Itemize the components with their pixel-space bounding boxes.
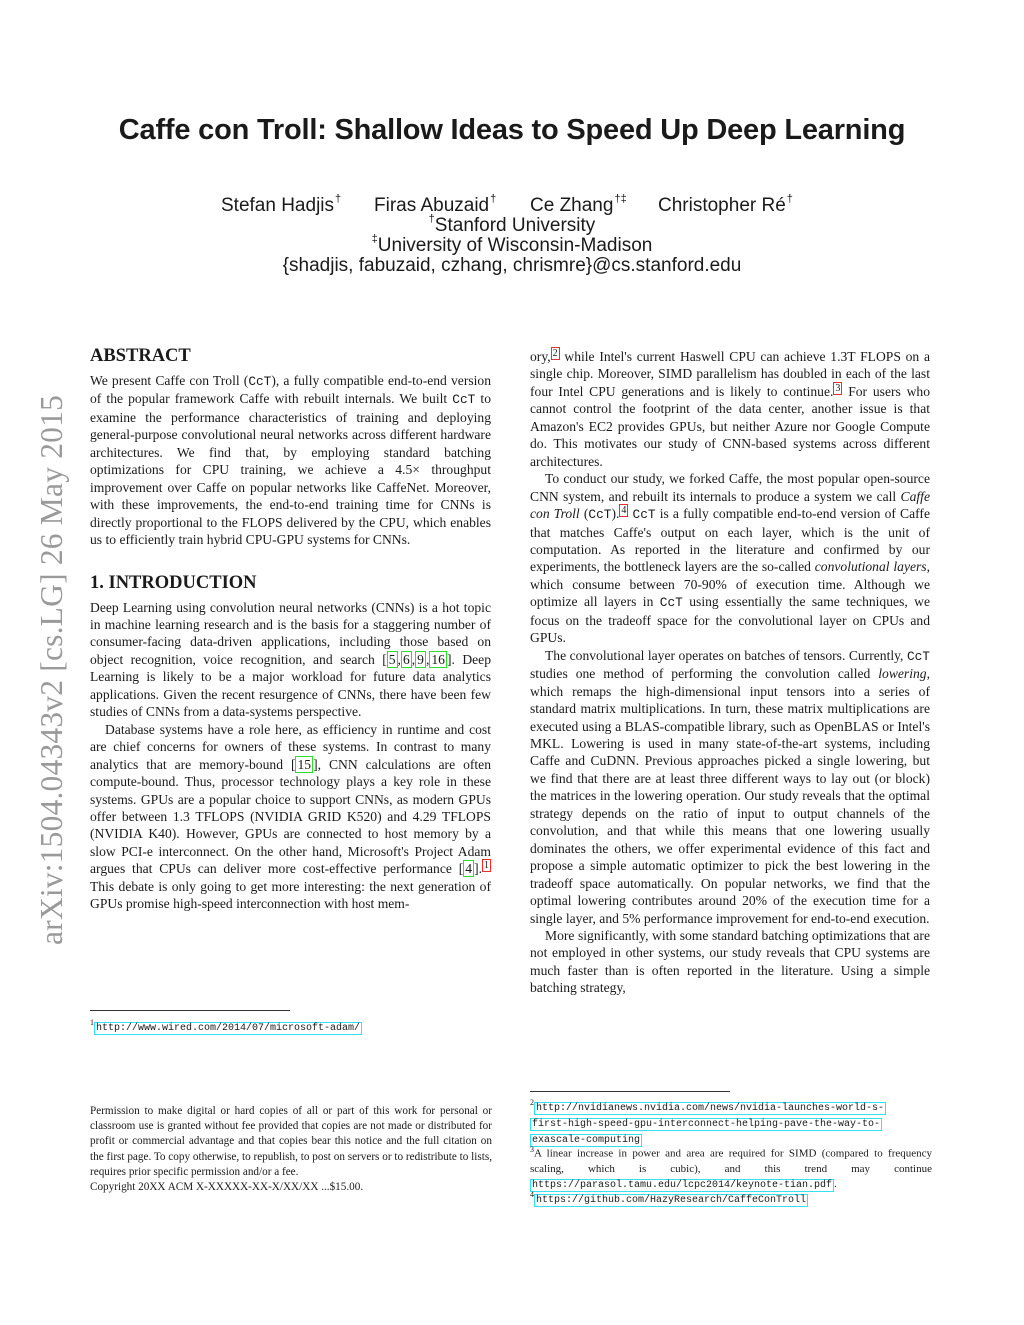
footnote-url[interactable]: http://www.wired.com/2014/07/microsoft-adam/ [96, 1022, 361, 1034]
arxiv-identifier: arXiv:1504.04343v2 [cs.LG] 26 May 2015 [34, 394, 69, 945]
intro-paragraph-5: The convolutional layer operates on batches of tensors. Currently, CcT studies one method of performing the convolution called lowering, which remaps the high-dimensional input tensors into a series of standard matrix multiplications. In turn, these matrix multiplications are executed using a BLAS-compatible library, such as OpenBLAS or Intel's MKL. Lowering is used in many state-of-the-art systems, including Caffe and CuDNN. Previous approaches picked a single lowering, but we find that there are at least three different ways to lay out (or block) the matrices in the lowering operation. Our study reveals that the optimal strategy depends on the ratio of input to output channels of the convolution, and that while this means that one lowering usually dominates the others, we offer experimental evidence of this fact and propose a simple automatic optimizer to pick the best lowering in the tradeoff space automatically. On popular networks, we find that the optimal lowering contributes around 20% of the execution time for a single layer, and 5% performance improvement for end-to-end execution. [530, 647, 930, 926]
author-4: Christopher Ré† [658, 193, 793, 216]
citation-link[interactable]: 6 [402, 651, 410, 667]
introduction-heading: 1. INTRODUCTION [90, 572, 257, 593]
footnote-link[interactable]: 2 [552, 348, 558, 359]
footnote-url[interactable]: exascale-computing [532, 1135, 641, 1147]
citation-link[interactable]: 4 [465, 861, 473, 877]
footnote-url[interactable]: first-high-speed-gpu-interconnect-helping-pave-the-way-to- [532, 1118, 881, 1130]
author-1: Stefan Hadjis† [221, 193, 342, 216]
affiliation-stanford: †Stanford University [428, 213, 596, 236]
footnote-2: $^2$http://nvidianews.nvidia.com/news/nvidia-launches-world-s- first-high-speed-gpu-interconnect-helping-pave-the-way-to- exascale-computing [530, 1098, 885, 1147]
citation-link[interactable]: 9 [417, 651, 424, 667]
citation-link[interactable]: 16 [431, 651, 445, 667]
abstract-text: We present Caffe con Troll (CcT), a fully compatible end-to-end version of the popular framework Caffe with rebuilt internals. We built CcT to examine the performance characteristics of training and deploying general-purpose convolutional neural networks across different hardware architectures. We find that, by employing standard batching optimizations for CPU training, we achieve a 4.5× throughput improvement over Caffe on popular networks like CaffeNet. Moreover, with these improvements, the end-to-end training time for CNNs is directly proportional to the FLOPS delivered by the CPU, which enables us to efficiently train hybrid CPU-GPU systems for CNNs. [90, 373, 492, 548]
footnote-url[interactable]: http://nvidianews.nvidia.com/news/nvidia-launches-world-s- [536, 1102, 885, 1114]
intro-paragraph-6: More significantly, with some standard batching optimizations that are not employed in other systems, our study reveals that CPU systems are much faster than is often reported in the literature. Using a simple batching strategy, [530, 927, 930, 996]
abstract-heading: ABSTRACT [90, 346, 191, 366]
footnote-url[interactable]: https://github.com/HazyResearch/CaffeConTroll [536, 1194, 807, 1206]
paper-title: Caffe con Troll: Shallow Ideas to Speed Up Deep Learning [118, 114, 906, 146]
footnote-rule [530, 1091, 730, 1092]
footnote-1: $^1$http://www.wired.com/2014/07/microsoft-adam/ [90, 1018, 361, 1034]
footnote-4: $^4$https://github.com/HazyResearch/CaffeConTroll [530, 1190, 807, 1206]
right-column [530, 348, 930, 997]
footnote-rule [90, 1010, 290, 1011]
footnote-link[interactable]: 1 [484, 860, 489, 872]
affiliation-wisconsin: ‡University of Wisconsin-Madison [371, 233, 653, 256]
intro-paragraph-1: Deep Learning using convolution neural networks (CNNs) is a hot topic in machine learning research and is the basis for a staggering number of consumer-facing data-driven applications, including those based on object recognition, voice recognition, and search [ 5 , 6 , 9 , 16 ]. Deep Learning is likely to be a major workload for future data analytics applications. Given the recent resurgence of CNNs, there have been few studies of CNNs from a data-systems perspective. [90, 599, 491, 720]
copyright-line: Copyright 20XX ACM X-XXXXX-XX-X/XX/XX ...$15.00. [90, 1181, 364, 1194]
author-emails: {shadjis, fabuzaid, czhang, chrismre}@cs.stanford.edu [282, 255, 742, 276]
intro-paragraph-2: Database systems have a role here, as efficiency in runtime and cost are chief concerns for owners of these systems. In contrast to many analytics that are memory-bound [ 15 ], CNN calculations are often compute-bound. Thus, processor technology plays a key role in these systems. GPUs are a popular choice to support CNNs, as modern GPUs offer between 1.3 TFLOPS (NVIDIA GRID K520) and 4.29 TFLOPS (NVIDIA K40). However, GPUs are connected to host memory by a slow PCI-e interconnect. On the other hand, Microsoft's Project Adam argues that CPUs can deliver more cost-effective performance [ 4 ]. $^1$ This debate is only going to get more interesting: the next generation of GPUs promise high-speed interconnection with host mem- [90, 721, 491, 912]
intro-paragraph-4: To conduct our study, we forked Caffe, the most popular open-source CNN system, and rebuilt its internals to produce a system we call Caffe con Troll (CcT). $^4$ CcT is a fully compatible end-to-end version of Caffe that matches Caffe's output on each layer, which is the unit of computation. As reported in the literature and confirmed by our experiments, the bottleneck layers are the so-called convolutional layers, which consume between 70-90% of execution time. Although we optimize all layers in CcT using essentially the same techniques, we focus on the tradeoff space for the convolutional layer on CPUs and GPUs. [530, 471, 931, 646]
footnote-url[interactable]: https://parasol.tamu.edu/lcpc2014/keynote-tian.pdf [532, 1180, 833, 1192]
citation-link[interactable]: 15 [297, 756, 312, 772]
footnote-link[interactable]: 3 [835, 382, 841, 394]
author-2: Firas Abuzaid† [374, 193, 497, 216]
footnote-link[interactable]: 4 [621, 505, 627, 517]
footnote-3: $^3$A linear increase in power and area are required for SIMD (compared to frequency scaling, which is cubic), and this trend may continue https://parasol.tamu.edu/lcpc2014/keynote-tian.pdf . [530, 1145, 932, 1192]
left-column [90, 345, 491, 913]
author-3: Ce Zhang†‡ [530, 193, 627, 216]
permission-notice: Permission to make digital or hard copies of all or part of this work for personal or classroom use is granted without fee provided that copies are not made or distributed for profit or commercial advantage and that copies bear this notice and the full citation on the first page. To copy otherwise, to republish, to post on servers or to redistribute to lists, requires prior specific permission and/or a fee. Copyright 20XX ACM X-XXXXX-XX-X/XX/XX ...$15.00. [90, 1104, 492, 1195]
intro-paragraph-3: ory, $^2$ while Intel's current Haswell CPU can achieve 1.3T FLOPS on a single chip. Moreover, SIMD parallelism has doubled in each of the last four Intel CPU generations and is likely to continue. $^3$ For users who cannot control the footprint of the data center, another issue is that Amazon's EC2 provides GPUs, but neither Azure nor Google Compute do. This motivates our study of CNN-based systems across different architectures. [530, 348, 931, 469]
citation-link[interactable]: 5 [388, 651, 396, 667]
